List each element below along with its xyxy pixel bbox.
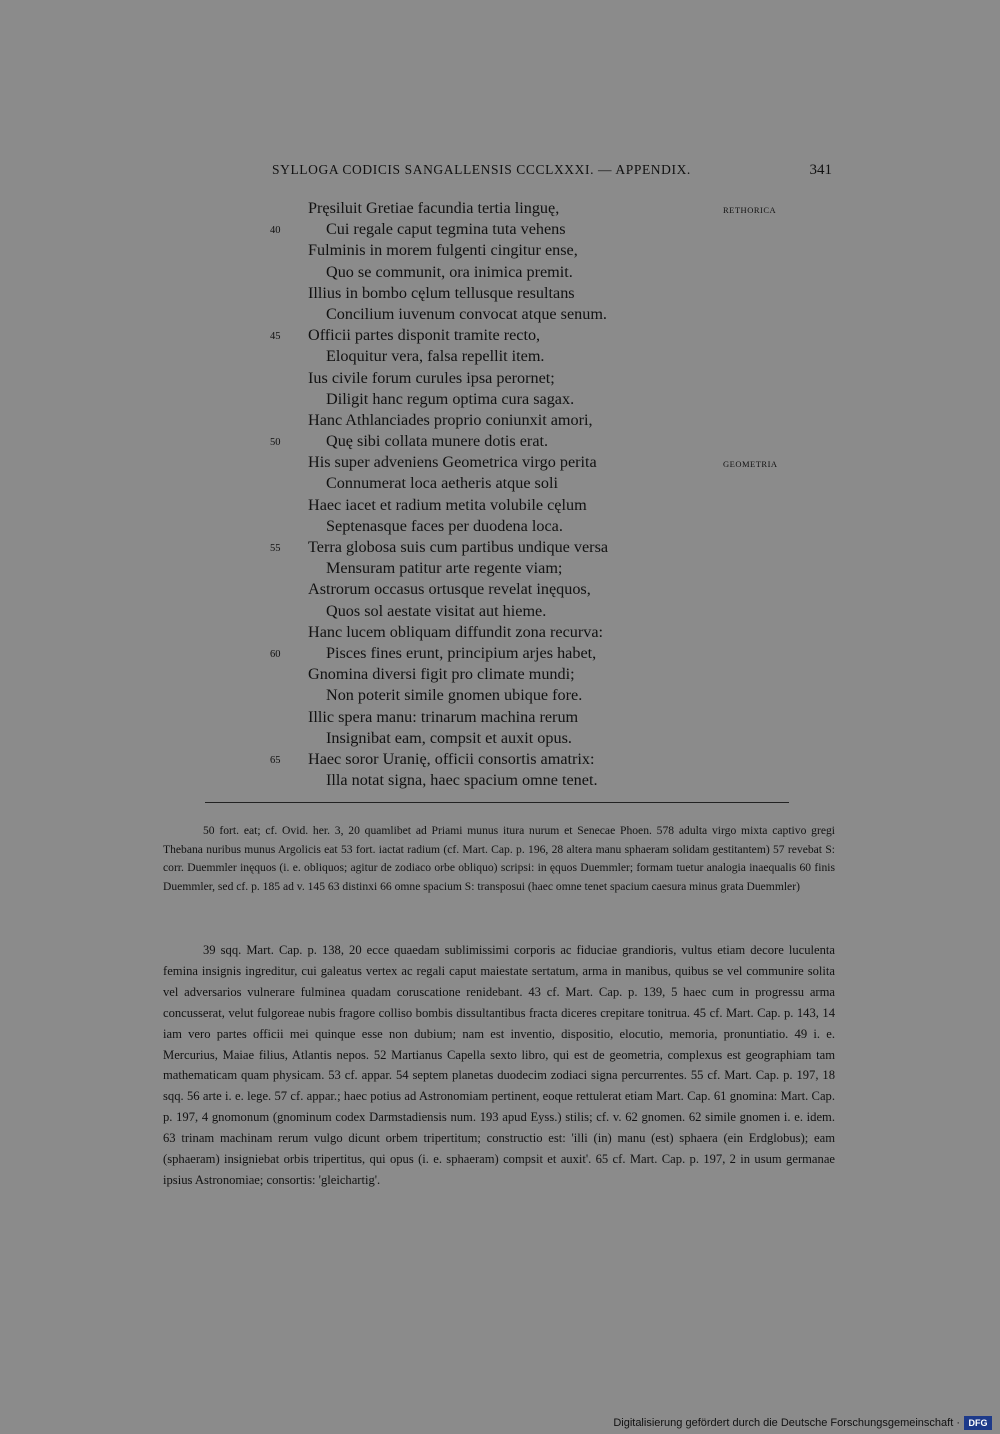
verse-text: Haec soror Uranię, officii consortis amatrix: (308, 749, 595, 768)
verse-line (270, 262, 790, 283)
line-number: 50 (270, 437, 281, 449)
verse-text: Officii partes disponit tramite recto, (308, 326, 541, 345)
critical-apparatus (163, 822, 835, 896)
line-number: 60 (270, 648, 281, 660)
verse-line (270, 707, 790, 728)
verse-line (270, 749, 790, 770)
verse-line (270, 685, 790, 706)
verse-text: Gnomina diversi figit pro climate mundi; (308, 665, 575, 684)
verse-text: Hanc Athlanciades proprio coniunxit amori, (308, 410, 593, 429)
verse-line (270, 219, 790, 240)
apparatus-text: 50 fort. eat; cf. Ovid. her. 3, 20 quamlibet ad Priami munus itura nurum et Senecae Phoen. 578 adulta virgo mixta captivo gregi Thebana nuribus munus Argolicis eat 53 fort. iactat radium (cf. Mart. Cap. p. 196, 28 altera manu sphaeram solidam gestitantem) 57 revebat S: corr. Duemmler inęquos (i. e. obliquos; agitur de zodiaco orbe obliquo) scripsi: in ęquos Duemmler; formam tuetur analogia inaequalis 60 finis Duemmler, sed cf. p. 185 ad v. 145 63 distinxi 66 omne spacium S: transposui (haec omne tenet spacium caesura minus grata Duemmler) (163, 824, 835, 893)
line-number: 45 (270, 331, 281, 343)
verse-text: Haec iacet et radium metita volubile cęlum (308, 495, 587, 514)
verse-text: Mensuram patitur arte regente viam; (326, 559, 563, 578)
footnote-rule (205, 802, 789, 803)
page-number: 341 (809, 162, 832, 178)
verse-text: Illa notat signa, haec spacium omne tenet. (326, 771, 598, 790)
running-title: SYLLOGA CODICIS SANGALLENSIS CCCLXXXI. — APPENDIX. (272, 162, 691, 177)
verse-line (270, 389, 790, 410)
verse-line (270, 537, 790, 558)
commentary-text: 39 sqq. Mart. Cap. p. 138, 20 ecce quaedam sublimissimi corporis ac fiduciae grandioris, vultus etiam decore luculenta femina insignis ingreditur, cui galeatus vertex ac regali caput maiestate sertatum, arma in manibus, quibus se vel communire solita vel adversarios vulnerare fulminea quadam coruscatione renidebant. 43 cf. Mart. Cap. p. 139, 5 haec cum in progressu arma concusserat, velut fulgoreae nubis fragore colliso bombis dissultantibus fracta diceres crepitare tonitrua. 45 cf. Mart. Cap. p. 143, 14 iam vero partes officii mei quinque esse non dubium; nam est inventio, dispositio, elocutio, memoria, pronuntiatio. 49 i. e. Mercurius, Maiae filius, Atlantis nepos. 52 Martianus Capella sexto libro, qui est de geometria, complexus est geographiam tam mathematicam quam physicam. 53 cf. appar. 54 septem planetas duodecim zodiaci signa percurrentes. 55 cf. Mart. Cap. p. 197, 18 sqq. 56 arte i. e. lege. 57 cf. appar.; haec potius ad Astronomiam pertinent, eoque rettulerat etiam Mart. Cap. 61 gnomina: Mart. Cap. p. 197, 4 gnomonum (gnominum codex Darmstadiensis num. 193 apud Eyss.) stilis; cf. v. 62 gnomen. 62 simile gnomen i. e. idem. 63 trinam machinam rerum vulgo dicunt orbem tripertitum; constructio est: 'illi (in) manu (est) sphaera (ein Erdglobus); eam (sphaeram) insigniebat orbis tripertitus, qui opus (i. e. sphaeram) compsit et auxit'. 65 cf. Mart. Cap. p. 197, 2 in usum germanae ipsius Astronomiae; consortis: 'gleichartig'. (163, 943, 835, 1187)
verse-text: Non poterit simile gnomen ubique fore. (326, 686, 583, 705)
verse-line (270, 304, 790, 325)
commentary (163, 940, 835, 1191)
verse-text: Connumerat loca aetheris atque soli (326, 474, 558, 493)
verse-text: Insignibat eam, compsit et auxit opus. (326, 728, 572, 747)
verse-text: Quę sibi collata munere dotis erat. (326, 432, 549, 451)
verse-line (270, 579, 790, 600)
verse-line (270, 622, 790, 643)
verse-line (270, 431, 790, 452)
verse-line (270, 283, 790, 304)
verse-text: His super adveniens Geometrica virgo perita (308, 453, 597, 472)
verse-line (270, 495, 790, 516)
verse-text: Fulminis in morem fulgenti cingitur ense, (308, 241, 578, 260)
margin-note: GEOMETRIA (723, 459, 778, 470)
verse-text: Diligit hanc regum optima cura sagax. (326, 389, 575, 408)
verse-line (270, 452, 790, 473)
verse-text: Ius civile forum curules ipsa perornet; (308, 368, 555, 387)
verse-text: Astrorum occasus ortusque revelat inęquos, (308, 580, 591, 599)
verse-line (270, 346, 790, 367)
verse-text: Septenasque faces per duodena loca. (326, 516, 563, 535)
verse-line (270, 558, 790, 579)
verse-text: Pręsiluit Gretiae facundia tertia linguę, (308, 199, 560, 217)
verse-line (270, 240, 790, 261)
line-number: 40 (270, 225, 281, 237)
verse-text: Quos sol aestate visitat aut hieme. (326, 601, 547, 620)
verse-text: Cui regale caput tegmina tuta vehens (326, 220, 566, 239)
verse-line (270, 325, 790, 346)
verse-line (270, 728, 790, 749)
verse-line (270, 664, 790, 685)
verse-text: Hanc lucem obliquam diffundit zona recurva: (308, 622, 604, 641)
verse-line (270, 770, 790, 791)
margin-note: RETHORICA (723, 205, 777, 215)
verse-text: Quo se communit, ora inimica premit. (326, 262, 573, 281)
dfg-logo: DFG (964, 1416, 992, 1430)
verse-text: Illius in bombo cęlum tellusque resultans (308, 283, 575, 302)
verse-text: Illic spera manu: trinarum machina rerum (308, 707, 579, 726)
footer-bar (0, 1414, 1000, 1434)
page-header (272, 162, 832, 182)
verse-text: Pisces fines erunt, principium arjes habet, (326, 643, 597, 662)
line-number: 55 (270, 543, 281, 554)
verse-line (270, 198, 790, 219)
verse-line (270, 601, 790, 622)
line-number: 65 (270, 754, 281, 766)
funding-notice: Digitalisierung gefördert durch die Deutsche Forschungsgemeinschaft · (613, 1417, 960, 1429)
verse-line (270, 410, 790, 431)
verse-line (270, 516, 790, 537)
verse-line (270, 643, 790, 664)
verse-text: Terra globosa suis cum partibus undique versa (308, 538, 609, 556)
verse-block (270, 198, 790, 791)
verse-line (270, 473, 790, 494)
verse-text: Concilium iuvenum convocat atque senum. (326, 304, 607, 323)
verse-line (270, 368, 790, 389)
verse-text: Eloquitur vera, falsa repellit item. (326, 347, 545, 366)
